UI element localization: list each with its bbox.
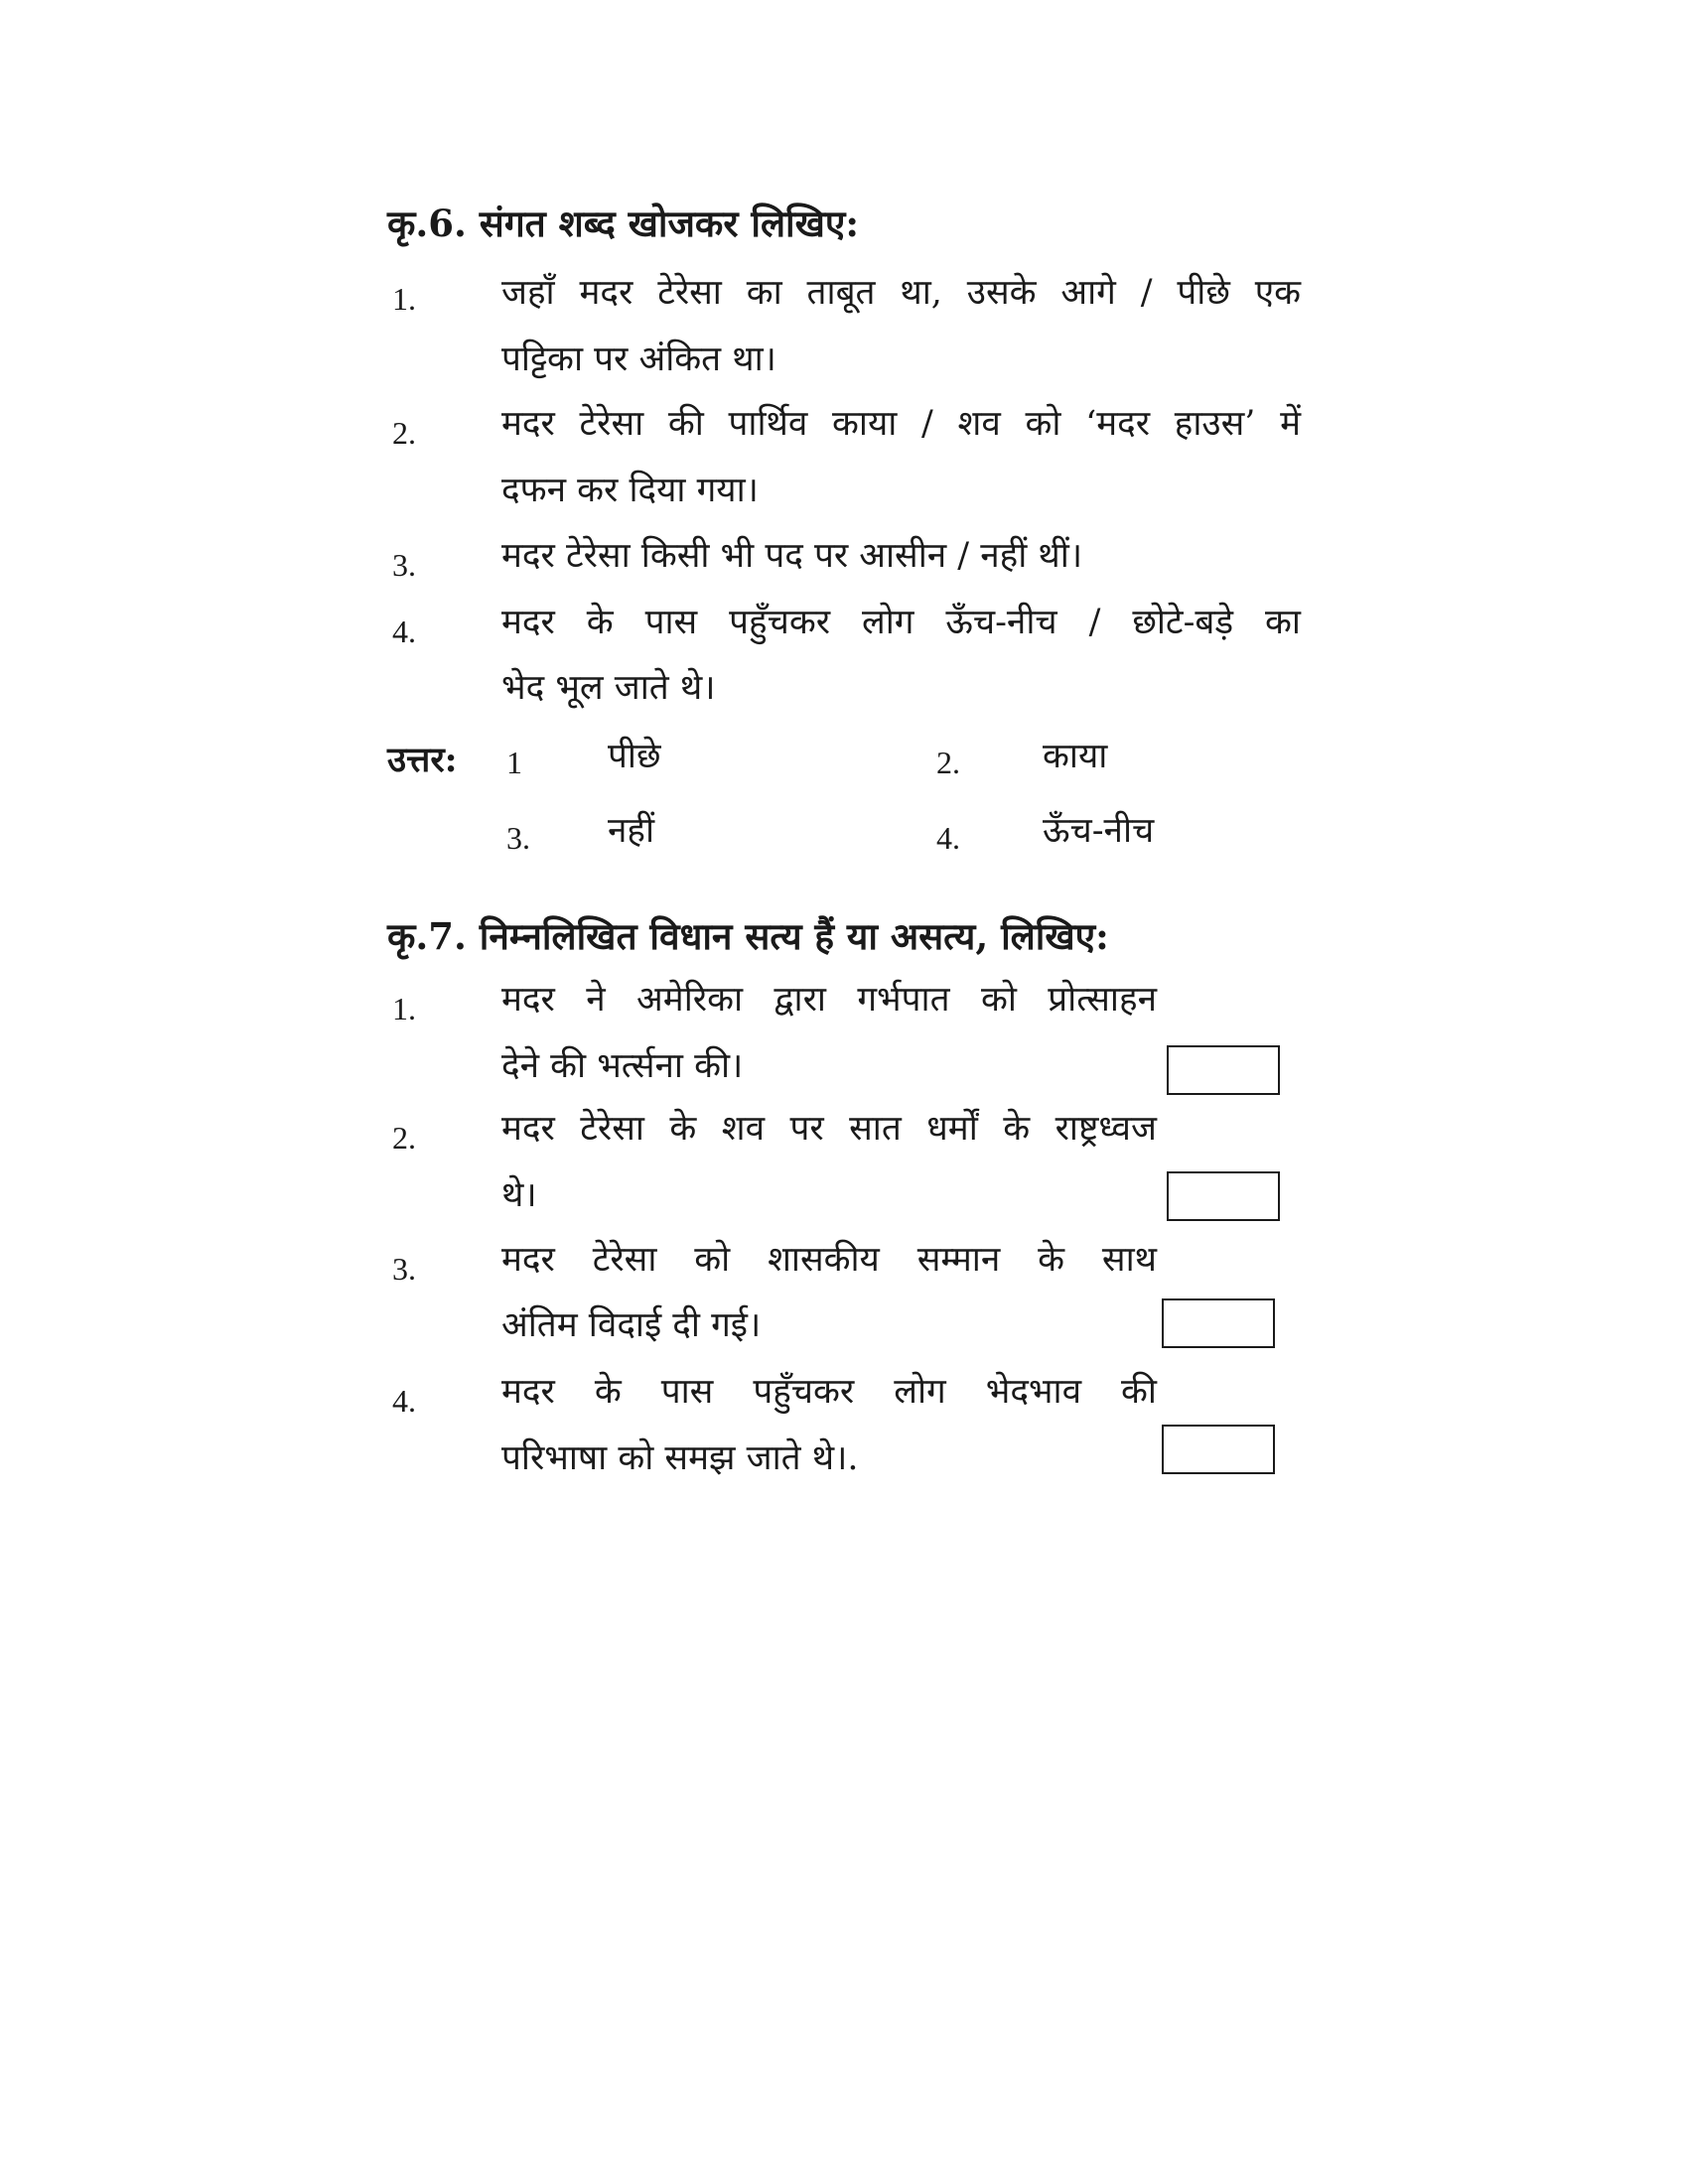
answer-2-text: काया [1043,737,1108,776]
q6-item-1-line-1: जहाँ मदर टेरेसा का ताबूत था, उसके आगे / पीछे एक [501,273,1301,313]
answer-4-text: ऊँच-नीच [1043,811,1155,851]
q7-item-4-number: 4. [392,1383,416,1419]
q6-item-4-line-2: भेद भूल जाते थे। [501,668,716,708]
q6-item-2-line-1: मदर टेरेसा की पार्थिव काया / शव को ‘मदर हाउस’ में [501,404,1301,444]
q7-item-1-line-2: देने की भर्त्सना की। [501,1046,744,1086]
q7-answer-box-2[interactable] [1167,1171,1280,1221]
answer-1-number: 1 [506,745,522,780]
q6-item-3-number: 3. [392,547,416,583]
q6-item-2-line-2: दफन कर दिया गया। [501,471,759,510]
answer-1-text: पीछे [608,737,661,776]
q7-item-3-line-1: मदर टेरेसा को शासकीय सम्मान के साथ [501,1240,1157,1280]
question-7-title: कृ.7. निम्नलिखित विधान सत्य हैं या असत्य, लिखिए: [387,914,1109,958]
question-6-title: कृ.6. संगत शब्द खोजकर लिखिए: [387,202,859,245]
answer-2-number: 2. [936,745,960,780]
q7-item-2-line-2: थे। [501,1175,537,1215]
q7-item-1-line-1: मदर ने अमेरिका द्वारा गर्भपात को प्रोत्साहन [501,980,1157,1020]
q6-item-4-number: 4. [392,614,416,649]
q6-item-3-line-1: मदर टेरेसा किसी भी पद पर आसीन / नहीं थीं। [501,536,1083,576]
q7-answer-box-3[interactable] [1162,1298,1275,1348]
q7-answer-box-4[interactable] [1162,1425,1275,1474]
q7-item-3-number: 3. [392,1251,416,1287]
q7-item-3-line-2: अंतिम विदाई दी गई। [501,1305,762,1345]
q7-answer-box-1[interactable] [1167,1045,1280,1095]
answer-3-number: 3. [506,820,530,856]
q6-item-1-line-2: पट्टिका पर अंकित था। [501,340,776,379]
q7-item-4-line-1: मदर के पास पहुँचकर लोग भेदभाव की [501,1372,1157,1412]
q7-item-4-line-2: परिभाषा को समझ जाते थे।. [501,1438,859,1478]
q6-item-4-line-1: मदर के पास पहुँचकर लोग ऊँच-नीच / छोटे-बड़े का [501,603,1301,642]
answer-4-number: 4. [936,820,960,856]
q6-item-2-number: 2. [392,415,416,451]
answer-label: उत्तर: [387,740,458,780]
answer-3-text: नहीं [608,811,655,851]
q7-item-2-number: 2. [392,1120,416,1156]
q6-item-1-number: 1. [392,281,416,317]
q7-item-1-number: 1. [392,991,416,1026]
q7-item-2-line-1: मदर टेरेसा के शव पर सात धर्मों के राष्ट्रध्वज [501,1109,1157,1149]
